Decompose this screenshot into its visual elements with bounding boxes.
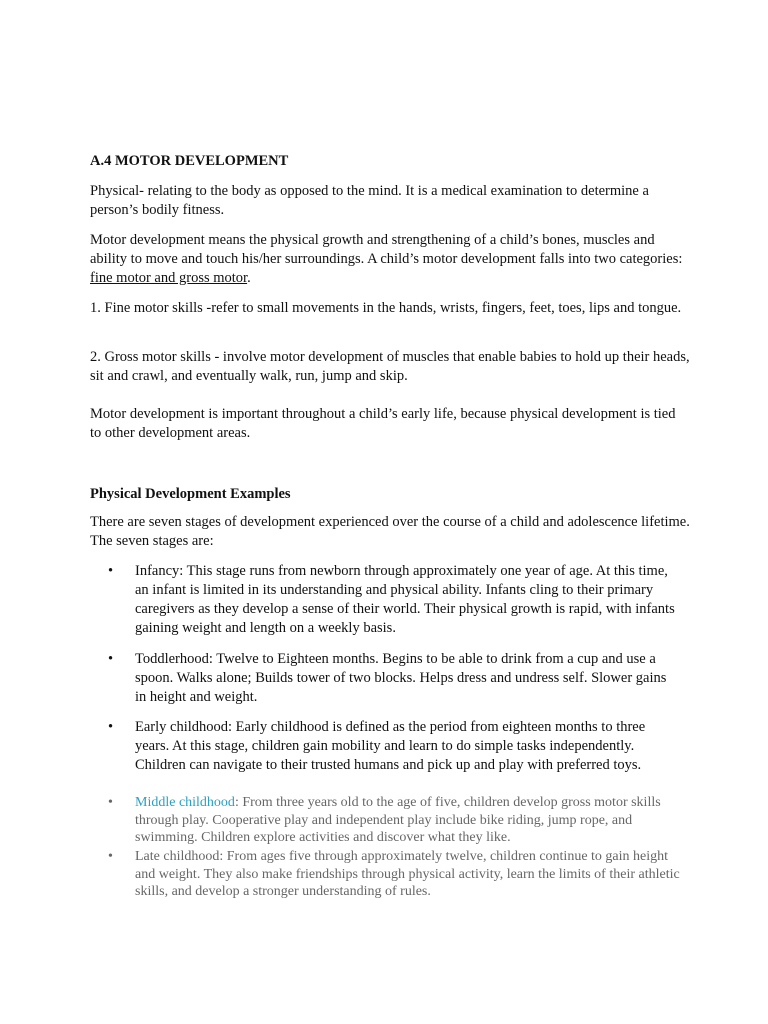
bullet-marker: • [108,651,114,667]
paragraph-motor-development-text: Motor development means the physical growth and strengthening of a child’s bones, muscles and ability to move and touch his/her surroundings. A child’s motor development falls into two categories: [90,232,683,267]
list-item-early-childhood: Early childhood: Early childhood is defined as the period from eighteen months to three years. At this stage, children gain mobility and learn to do simple tasks independently. Children can navigate to their trusted humans and pick up and play with preferred toys. [135,719,646,773]
section-heading: A.4 MOTOR DEVELOPMENT [90,153,289,169]
paragraph-period: . [247,270,251,286]
fine-gross-motor-link[interactable]: fine motor and gross motor [90,270,248,286]
paragraph-gross-motor: 2. Gross motor skills - involve motor development of muscles that enable babies to hold up their heads, sit and crawl, and eventually walk, run, jump and skip. [90,349,690,384]
bullet-marker: • [108,563,114,579]
paragraph-motor-development [90,231,690,288]
list-item-late-childhood: Late childhood: From ages five through approximately twelve, children continue to gain height and weight. They also make friendships through physical activity, learn the limits of their athletic skills, and develop a stronger understanding of rules. [135,849,680,899]
paragraph-physical-definition: Physical- relating to the body as opposed to the mind. It is a medical examination to determine a person’s bodily fitness. [90,183,649,218]
paragraph-seven-stages: There are seven stages of development experienced over the course of a child and adolescence lifetime. The seven stages are: [90,514,690,549]
list-item-toddlerhood: Toddlerhood: Twelve to Eighteen months. Begins to be able to drink from a cup and use a spoon. Walks alone; Builds tower of two blocks. Helps dress and undress self. Slower gains in height and weight. [135,651,667,705]
paragraph-importance: Motor development is important throughout a child’s early life, because physical development is tied to other development areas. [90,406,676,441]
list-item-infancy: Infancy: This stage runs from newborn through approximately one year of age. At this time, an infant is limited in its understanding and physical ability. Infants cling to their primary caregivers as they develop a sense of their world. Their physical growth is rapid, with infants gaining weight and length on a weekly basis. [135,563,675,636]
paragraph-fine-motor: 1. Fine motor skills -refer to small movements in the hands, wrists, fingers, feet, toes, lips and tongue. [90,300,682,316]
bullet-marker: • [108,849,113,864]
bullet-marker: • [108,719,114,735]
middle-childhood-link[interactable]: Middle childhood [135,795,235,810]
bullet-marker: • [108,795,113,810]
list-item-middle-childhood [135,794,680,847]
subheading-examples: Physical Development Examples [90,486,291,502]
middle-childhood-text: : From three years old to the age of five, children develop gross motor skills through play. Cooperative play and independent play include bike riding, jump rope, and swimming. Children explore activities and discover what they like. [135,795,661,845]
